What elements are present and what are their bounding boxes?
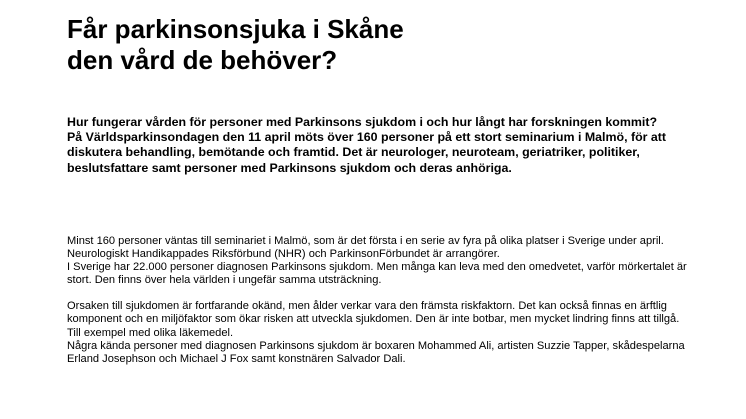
lead-question: Hur fungerar vården för personer med Parkinsons sjukdom i och hur långt har forskningen kommit? — [67, 115, 658, 129]
paragraph-spacer — [67, 287, 687, 300]
body-paragraph-3: Orsaken till sjukdomen är fortfarande okänd, men ålder verkar vara den främsta riskfaktorn. Det kan också finnas en ärftlig komponent och en miljöfaktor som ökar risken att utveckla sjukdomen. Den är inte botbar, men mycket lindring finns att tillgå. Till exempel med olika läkemedel. — [67, 300, 680, 339]
title-line-1: Får parkinsonsjuka i Skåne — [67, 14, 404, 44]
lead-section — [67, 115, 687, 176]
body-paragraph-1: Minst 160 personer väntas till seminariet i Malmö, som är det första i en serie av fyra på olika platser i Sverige under april. Neurologiskt Handikappades Riksförbund (NHR) och ParkinsonFörbundet är arrangörer. — [67, 235, 664, 261]
body-section — [67, 235, 687, 366]
document-title — [67, 14, 627, 76]
title-line-2: den vård de behöver? — [67, 45, 338, 75]
body-paragraph-4: Några kända personer med diagnosen Parkinsons sjukdom är boxaren Mohammed Ali, artisten Suzzie Tapper, skådespelarna Erland Josephson och Michael J Fox samt konstnären Salvador Dali. — [67, 339, 685, 365]
lead-intro: På Världsparkinsondagen den 11 april möts över 160 personer på ett stort seminarium i Malmö, för att diskutera behandling, bemötande och framtid. Det är neurologer, neuroteam, geriatriker, politiker, beslutsfattare samt personer med Parkinsons sjukdom och deras anhöriga. — [67, 130, 667, 175]
body-paragraph-2: I Sverige har 22.000 personer diagnosen Parkinsons sjukdom. Men många kan leva med den omedvetet, varför mörkertalet är stort. Den finns över hela världen i ungefär samma utsträckning. — [67, 261, 687, 287]
